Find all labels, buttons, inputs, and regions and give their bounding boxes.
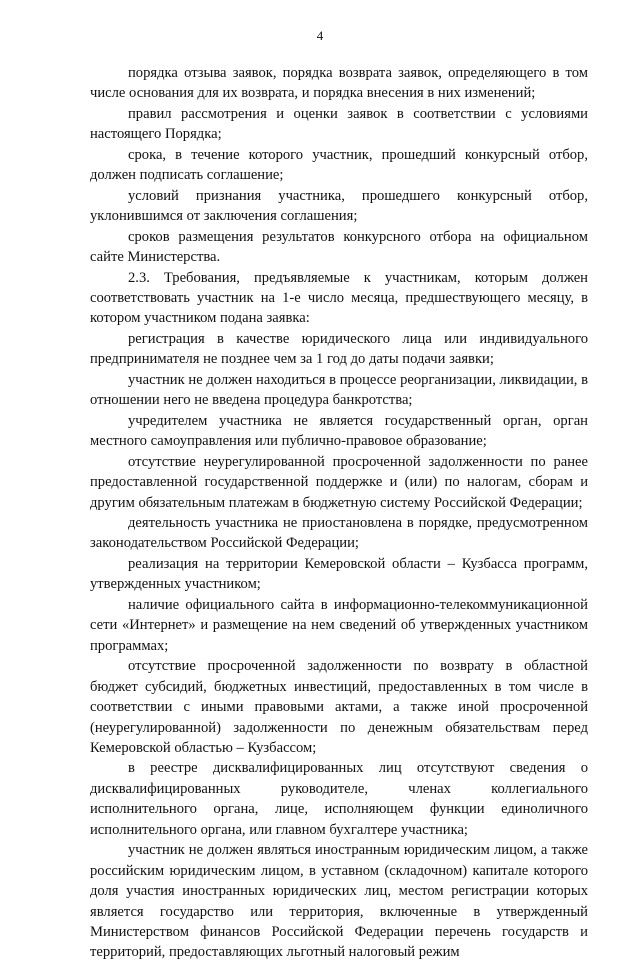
paragraph: отсутствие просроченной задолженности по возврату в областной бюджет субсидий, бюджетных инвестиций, предоставленных в том числе в соответствии с иными правовыми актами, а также иной просроченной (неурегулированной) задолженности по денежным обязательствам перед Кемеровской областью – Кузбассом; — [90, 658, 588, 756]
page-number: 4 — [316, 28, 324, 43]
paragraph: участник не должен находиться в процессе реорганизации, ликвидации, в отношении него не введена процедура банкротства; — [90, 371, 588, 409]
paragraph: участник не должен являться иностранным юридическим лицом, а также российским юридическим лицом, в уставном (складочном) капитале которого доля участия иностранных юридических лиц, местом регистрации которых является государство или территория, включенные в утвержденный Министерством финансов Российской Федерации перечень государств и территорий, предоставляющих льготный налоговый режим — [90, 842, 588, 961]
paragraph: срока, в течение которого участник, прошедший конкурсный отбор, должен подписать соглашение; — [90, 146, 588, 184]
paragraph: учредителем участника не является государственный орган, орган местного самоуправления или публично-правовое образование; — [90, 412, 588, 450]
document-body — [90, 63, 588, 963]
paragraph: порядка отзыва заявок, порядка возврата заявок, определяющего в том числе основания для их возврата, и порядка внесения в них изменений; — [90, 65, 588, 102]
paragraph: сроков размещения результатов конкурсного отбора на официальном сайте Министерства. — [90, 228, 588, 266]
paragraph: правил рассмотрения и оценки заявок в соответствии с условиями настоящего Порядка; — [90, 105, 588, 143]
paragraph: деятельность участника не приостановлена в порядке, предусмотренном законодательством Российской Федерации; — [90, 514, 588, 552]
paragraph: реализация на территории Кемеровской области – Кузбасса программ, утвержденных участником; — [90, 555, 588, 593]
paragraph: в реестре дисквалифицированных лиц отсутствуют сведения о дисквалифицированных руководителе, членах коллегиального исполнительного органа, лице, исполняющем функции единоличного исполнительного органа, или главном бухгалтере участника; — [90, 760, 588, 838]
section-2-3-paragraph: 2.3. Требования, предъявляемые к участникам, которым должен соответствовать участник на 1-е число месяца, предшествующего месяцу, в котором участником подана заявка: — [90, 269, 588, 327]
paragraph: регистрация в качестве юридического лица или индивидуального предпринимателя не позднее чем за 1 год до даты подачи заявки; — [90, 330, 588, 368]
paragraph: наличие официального сайта в информационно-телекоммуникационной сети «Интернет» и размещение на нем сведений об утвержденных участником программах; — [90, 596, 588, 654]
paragraph: условий признания участника, прошедшего конкурсный отбор, уклонившимся от заключения соглашения; — [90, 187, 588, 225]
paragraph: отсутствие неурегулированной просроченной задолженности по ранее предоставленной государственной поддержке и (или) по налогам, сборам и другим обязательным платежам в бюджетную систему Российской Федерации; — [90, 453, 588, 511]
